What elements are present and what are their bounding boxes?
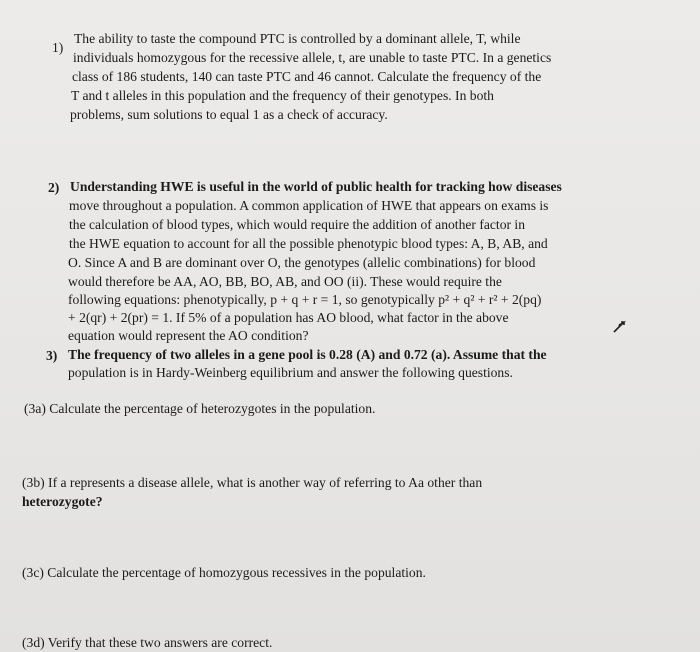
question-2-line-6: would therefore be AA, AO, BB, BO, AB, and OO (ii). These would require the bbox=[68, 274, 502, 289]
question-2-line-2: move throughout a population. A common application of HWE that appears on exams is bbox=[69, 198, 549, 213]
question-2-line-3: the calculation of blood types, which would require the addition of another factor in bbox=[69, 217, 526, 232]
question-1-line-5: problems, sum solutions to equal 1 as a check of accuracy. bbox=[70, 107, 388, 122]
question-2-line-9: equation would represent the AO condition? bbox=[68, 328, 309, 343]
question-2-line-4: the HWE equation to account for all the possible phenotypic blood types: A, B, AB, and bbox=[69, 236, 548, 251]
question-3-number: 3) bbox=[46, 348, 58, 363]
question-3b-line-2: heterozygote? bbox=[22, 494, 103, 509]
mouse-cursor-icon bbox=[612, 320, 626, 334]
question-2-line-5: O. Since A and B are dominant over O, the genotypes (allelic combinations) for blood bbox=[68, 255, 536, 270]
question-3-line-2: population is in Hardy-Weinberg equilibrium and answer the following questions. bbox=[68, 365, 513, 380]
question-3b-line-1: (3b) If a represents a disease allele, what is another way of referring to Aa other than bbox=[22, 475, 483, 490]
question-3-line-1: The frequency of two alleles in a gene pool is 0.28 (A) and 0.72 (a). Assume that the bbox=[68, 347, 547, 362]
question-3c: (3c) Calculate the percentage of homozygous recessives in the population. bbox=[22, 565, 426, 580]
question-3a: (3a) Calculate the percentage of heterozygotes in the population. bbox=[24, 401, 376, 416]
question-2-line-7: following equations: phenotypically, p + q + r = 1, so genotypically p² + q² + r² + 2(pq) bbox=[68, 292, 542, 307]
question-1-number: 1) bbox=[52, 40, 64, 55]
question-2-number: 2) bbox=[48, 180, 60, 195]
question-1-line-1: The ability to taste the compound PTC is controlled by a dominant allele, T, while bbox=[74, 31, 521, 46]
question-1-line-3: class of 186 students, 140 can taste PTC and 46 cannot. Calculate the frequency of the bbox=[72, 69, 542, 84]
question-1-line-4: T and t alleles in this population and the frequency of their genotypes. In both bbox=[71, 88, 494, 103]
question-2-line-8: + 2(qr) + 2(pr) = 1. If 5% of a population has AO blood, what factor in the above bbox=[68, 310, 509, 325]
question-2-line-1: Understanding HWE is useful in the world of public health for tracking how diseases bbox=[70, 179, 562, 194]
question-1-line-2: individuals homozygous for the recessive allele, t, are unable to taste PTC. In a genetics bbox=[73, 50, 552, 65]
question-3d: (3d) Verify that these two answers are correct. bbox=[22, 635, 273, 650]
